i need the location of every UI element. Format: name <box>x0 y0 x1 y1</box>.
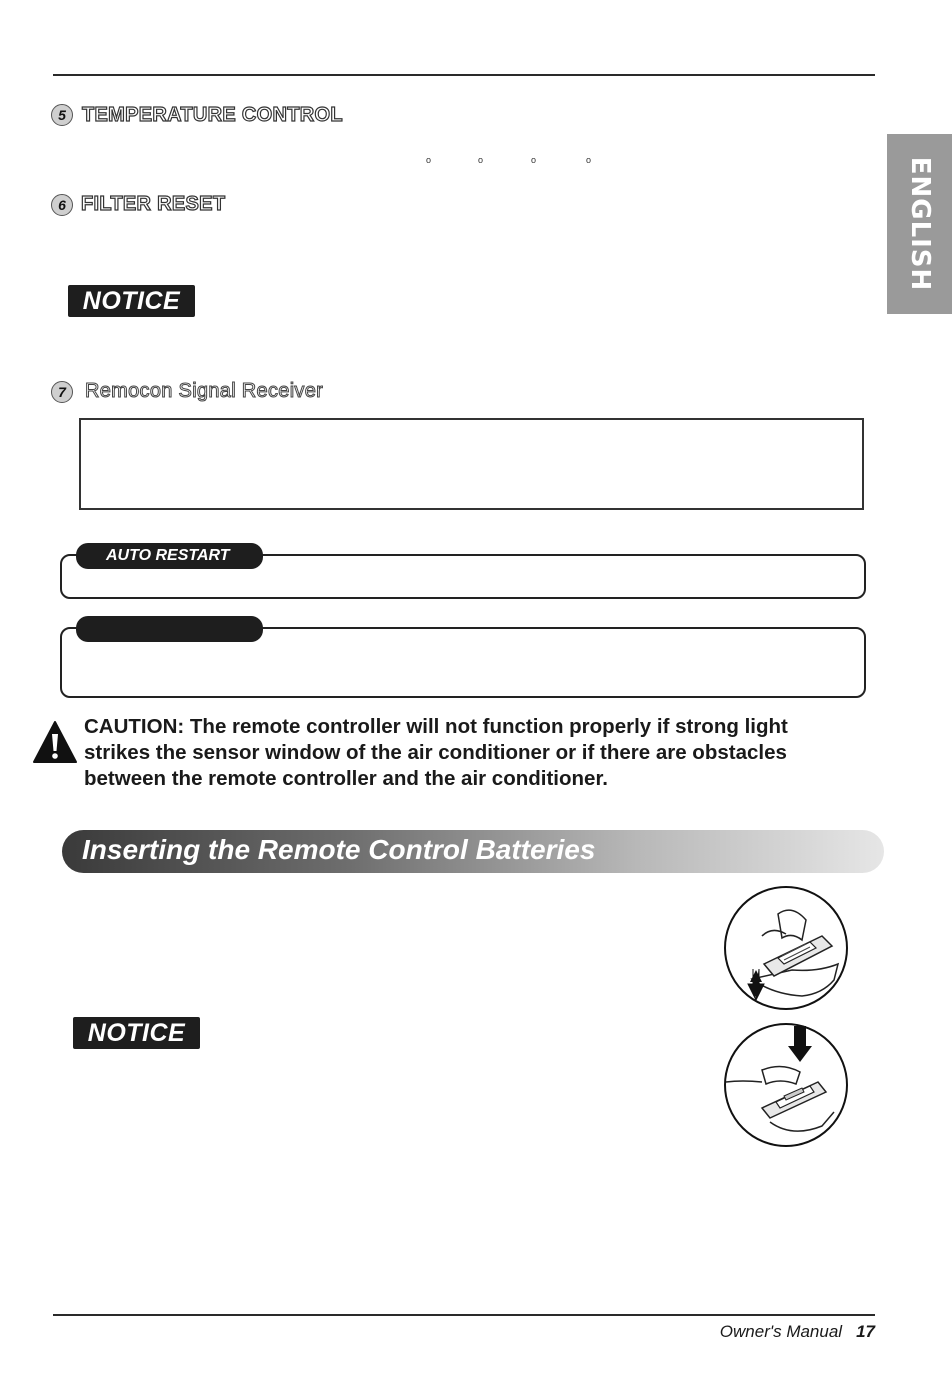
receiver-info-box <box>79 418 864 510</box>
section-7-number: 7 <box>51 381 73 403</box>
notice-label: NOTICE <box>68 285 195 317</box>
language-tab <box>887 134 952 314</box>
degree-mark: o <box>531 155 537 165</box>
remocon-signal-receiver-heading: Remocon Signal Receiver <box>85 380 324 402</box>
bottom-rule <box>53 1314 875 1316</box>
filter-reset-heading: FILTER RESET <box>81 193 226 215</box>
degree-mark: o <box>426 155 432 165</box>
degree-mark: o <box>586 155 592 165</box>
section-6-number: 6 <box>51 194 73 216</box>
warning-triangle-icon <box>32 720 78 764</box>
manual-label: Owner's Manual <box>719 1322 843 1341</box>
batteries-section-title: Inserting the Remote Control Batteries <box>82 834 596 865</box>
section-5-number: 5 <box>51 104 73 126</box>
notice-label: NOTICE <box>73 1017 200 1049</box>
info-panel-label <box>76 616 263 642</box>
page-footer <box>720 1322 875 1342</box>
caution-text: CAUTION: The remote controller will not function properly if strong light strikes the sensor window of the air conditioner or if there are obstacles between the remote controller and the air conditioner. <box>84 715 788 790</box>
language-tab-label: ENGLISH <box>904 156 935 292</box>
insert-batteries-illustration <box>722 1022 850 1148</box>
temperature-control-heading: TEMPERATURE CONTROL <box>82 104 343 126</box>
remove-battery-cover-illustration <box>722 884 850 1012</box>
auto-restart-label: AUTO RESTART <box>76 543 263 569</box>
degree-mark: o <box>478 155 484 165</box>
top-rule <box>53 74 875 76</box>
page-number: 17 <box>856 1322 875 1341</box>
section-banner <box>62 830 884 873</box>
